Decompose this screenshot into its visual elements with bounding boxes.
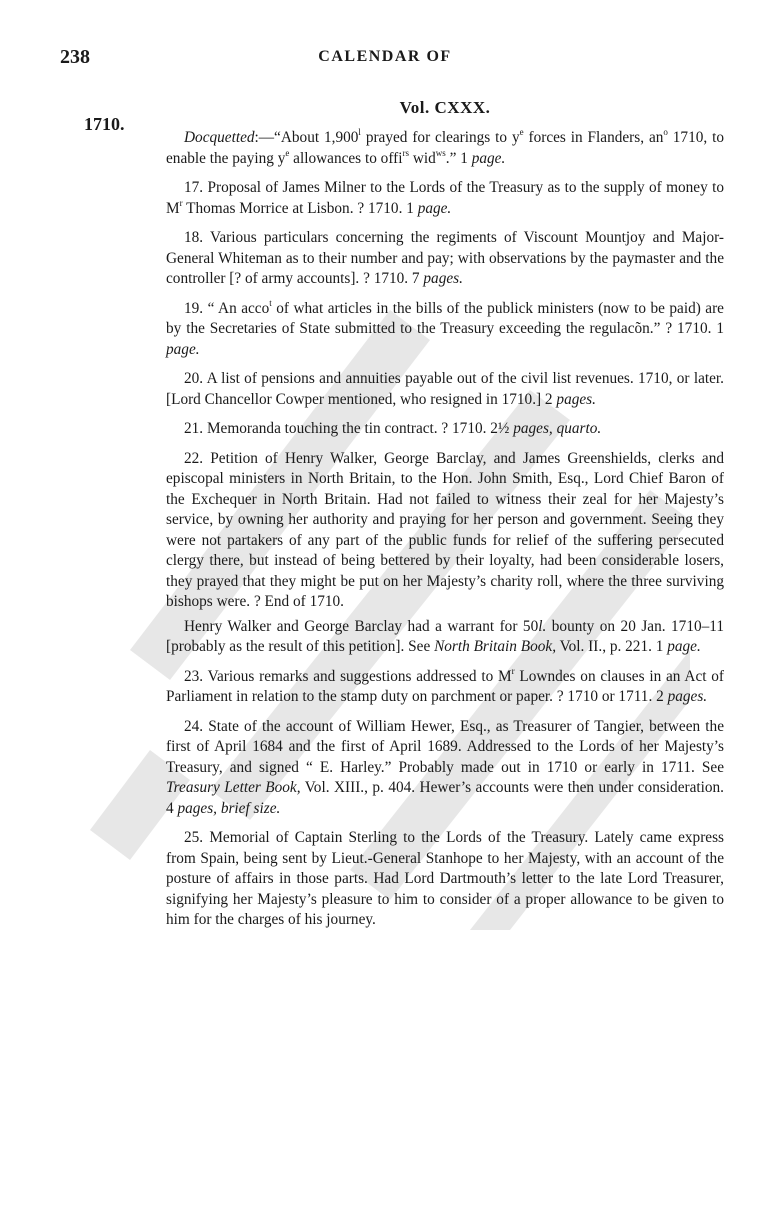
entry-text: e	[519, 127, 524, 137]
entry-22-cont	[166, 617, 724, 658]
entry-20	[166, 369, 724, 410]
entry-text: pages.	[556, 390, 596, 408]
entry-text: e	[285, 147, 290, 158]
volume-heading: Vol. CXXX.	[399, 98, 491, 117]
entry-text: prayed for clearings to y	[360, 129, 520, 146]
entry-text: :—“About 1,900	[254, 129, 359, 146]
entry-text: t	[269, 297, 272, 308]
entry-text: wid	[409, 149, 436, 167]
entry-text: l	[358, 127, 361, 137]
page-number: 238	[60, 46, 90, 68]
entry-text: 18. Various particulars concerning the regiments of Viscount Mountjoy and Major-General Whiteman as to their number and pay; with observations by the paymaster and the controller [? of army accounts]. ? 1710. 7	[166, 229, 724, 287]
entry-text: Thomas Morrice at Lisbon. ? 1710. 1	[182, 199, 418, 217]
entry-text: 25. Memorial of Captain Sterling to the Lords of the Treasury. Lately came express from Spain, being sent by Lieut.-General Stanhope to her Majesty, with an account of the posture of affairs in those parts. Had Lord Dartmouth’s letter to the late Lord Treasurer, signifying her Majesty’s pleasure to him to consider of a proper allowance to be given to him for the charges of his journey.	[166, 829, 724, 928]
entry-text: 22. Petition of Henry Walker, George Barclay, and James Greenshields, clerks and episcopal ministers in North Britain, to the Hon. John Smith, Esq., Lord Chief Baron of the Exchequer in North Britain. Had not failed to witness their zeal for her Majesty’s service, by owning her authority and praying for her person and government. Seeing they were not partakers of any part of the public funds for relief of the suffering persecuted clergy there, but instead of being bettered by their loyalty, had been considerable losers, they prayed that they might be put on her Majesty’s charity roll, where the three surviving bishops were. ? End of 1710.	[166, 449, 724, 610]
entry-text: 23. Various remarks and suggestions addressed to M	[184, 667, 512, 685]
entry-text: allowances to offi	[289, 149, 403, 167]
entry-text: Vol. II., p. 221. 1	[556, 638, 668, 655]
entry-25	[166, 828, 724, 931]
entry-19	[166, 299, 724, 361]
entry-text: o	[663, 127, 668, 137]
entry-text: page.	[166, 340, 200, 358]
entry-text: .” 1	[445, 149, 472, 167]
entry-21	[166, 419, 724, 440]
entry-text: ws	[435, 147, 446, 158]
entry-text: 1710, to enable the paying y	[166, 129, 724, 167]
entry-text: Henry Walker and George Barclay had a warrant for 50	[184, 617, 539, 635]
calendar-entries	[166, 128, 724, 940]
entry-text: pages.	[667, 688, 708, 705]
entry-text: forces in Flanders, an	[523, 129, 664, 146]
entry-text: Docquetted	[184, 129, 255, 146]
entry-text: r	[511, 665, 515, 676]
entry-22	[166, 449, 724, 613]
entry-text: pages, quarto.	[513, 420, 602, 437]
entry-text: bounty on 20 Jan. 1710–11 [probably as the result of this petition]. See	[166, 617, 724, 655]
entry-text: page.	[471, 149, 506, 167]
entry-23	[166, 667, 724, 708]
entry-text: page.	[667, 638, 701, 655]
running-head	[0, 46, 770, 76]
entry-text: r	[179, 197, 183, 208]
entry-text: pages, brief size.	[177, 799, 281, 817]
entry-text: page.	[417, 199, 452, 217]
entry-text: Vol. XIII., p. 404. Hewer’s accounts were then under consideration. 4	[166, 779, 725, 817]
running-title: CALENDAR OF	[318, 48, 452, 65]
entry-text: 20. A list of pensions and annuities payable out of the civil list revenues. 1710, or later. [Lord Chancellor Cowper mentioned, who resigned in 1710.] 2	[166, 370, 724, 408]
entry-text: 24. State of the account of William Hewer, Esq., as Treasurer of Tangier, between the first of April 1684 and the first of April 1689. Addressed to the Lords of her Majesty’s Treasury, and signed “ E. Harley.” Probably made out in 1710 or early in 1711. See	[166, 717, 724, 776]
entry-text: Lowndes on clauses in an Act of Parliament in relation to the stamp duty on parchment or paper. ? 1710 or 1711. 2	[166, 667, 725, 705]
entry-text: 17. Proposal of James Milner to the Lords of the Treasury as to the supply of money to M	[166, 179, 724, 217]
entry-text: pages.	[423, 270, 463, 287]
entry-text: l.	[538, 617, 547, 635]
entry-docquet	[166, 128, 724, 169]
entry-18	[166, 228, 724, 290]
entry-17	[166, 178, 724, 219]
entry-text: North Britain Book,	[434, 638, 557, 655]
entry-text: of what articles in the bills of the publick ministers (now to be paid) are by the Secretaries of State submitted to the Treasury exceeding the regulacõn.” ? 1710. 1	[166, 299, 724, 337]
entry-text: Treasury Letter Book,	[166, 779, 301, 796]
entry-text: 21. Memoranda touching the tin contract. ? 1710. 2½	[184, 420, 514, 437]
margin-year: 1710.	[84, 114, 125, 134]
entry-24	[166, 717, 724, 820]
entry-text: rs	[402, 147, 409, 158]
entry-text: 19. “ An acco	[184, 299, 270, 317]
